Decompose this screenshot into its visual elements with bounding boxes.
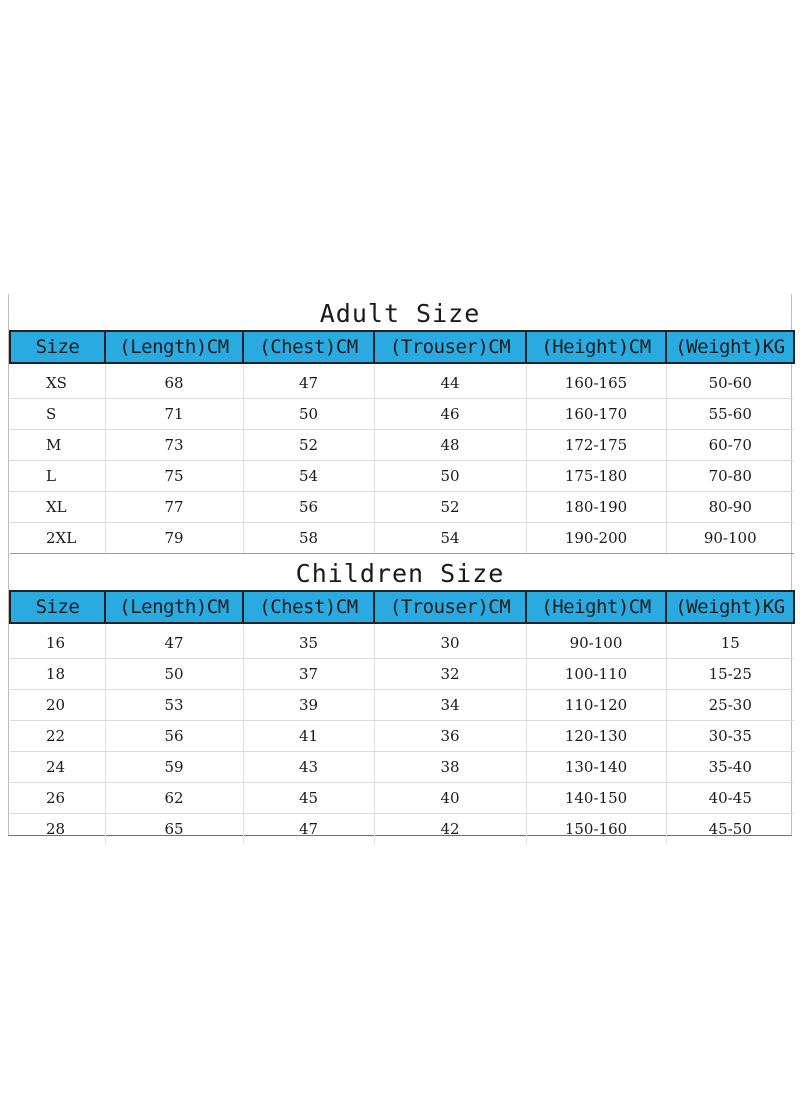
cell-weight: 90-100 [666,523,794,554]
children-rows [10,623,794,844]
cell-trouser: 42 [374,814,526,845]
cell-trouser: 54 [374,523,526,554]
cell-trouser: 44 [374,363,526,399]
column-header-size: Size [10,591,105,623]
children-size-table [9,590,795,844]
cell-height: 172-175 [526,430,666,461]
table-row [10,523,794,554]
cell-weight: 15 [666,623,794,659]
cell-chest: 37 [243,659,374,690]
column-header-length: (Length)CM [105,591,243,623]
cell-height: 160-170 [526,399,666,430]
cell-trouser: 34 [374,690,526,721]
cell-length: 75 [105,461,243,492]
cell-trouser: 48 [374,430,526,461]
cell-length: 62 [105,783,243,814]
cell-trouser: 36 [374,721,526,752]
table-row [10,783,794,814]
cell-weight: 15-25 [666,659,794,690]
column-header-length: (Length)CM [105,331,243,363]
cell-height: 100-110 [526,659,666,690]
cell-chest: 58 [243,523,374,554]
cell-trouser: 46 [374,399,526,430]
cell-chest: 54 [243,461,374,492]
cell-height: 110-120 [526,690,666,721]
column-header-height: (Height)CM [526,591,666,623]
cell-trouser: 32 [374,659,526,690]
cell-size: 18 [10,659,105,690]
cell-height: 140-150 [526,783,666,814]
cell-size: 16 [10,623,105,659]
cell-chest: 47 [243,363,374,399]
cell-weight: 45-50 [708,820,752,838]
column-header-height: (Height)CM [526,331,666,363]
cell-chest: 43 [243,752,374,783]
cell-length: 59 [105,752,243,783]
cell-chest: 47 [243,814,374,845]
cell-size: XL [10,492,105,523]
cell-size: 22 [10,721,105,752]
table-row [10,690,794,721]
table-row [10,752,794,783]
column-header-size: Size [10,331,105,363]
cell-size: XS [10,363,105,399]
cell-height: 130-140 [526,752,666,783]
column-header-trouser: (Trouser)CM [374,591,526,623]
cell-length: 79 [105,523,243,554]
children-header-row [10,591,794,623]
cell-length: 71 [105,399,243,430]
table-row [10,659,794,690]
cell-length: 56 [105,721,243,752]
cell-weight: 55-60 [666,399,794,430]
cell-trouser: 52 [374,492,526,523]
table-row [10,461,794,492]
cell-size: 2XL [10,523,105,554]
cell-weight: 50-60 [666,363,794,399]
cell-length: 50 [105,659,243,690]
table-row [10,399,794,430]
column-header-chest: (Chest)CM [243,331,374,363]
cell-chest: 39 [243,690,374,721]
table-row [10,623,794,659]
table-row [10,721,794,752]
cell-chest: 50 [243,399,374,430]
adult-header-row [10,331,794,363]
cell-chest: 35 [243,623,374,659]
table-row [10,492,794,523]
cell-trouser: 40 [374,783,526,814]
cell-length: 53 [105,690,243,721]
table-row [10,430,794,461]
cell-height: 190-200 [526,523,666,554]
cell-weight: 40-45 [666,783,794,814]
cell-size: 24 [10,752,105,783]
cell-height: 175-180 [526,461,666,492]
adult-size-title: Adult Size [319,299,481,328]
cell-weight: 30-35 [666,721,794,752]
cell-chest: 52 [243,430,374,461]
table-row [10,814,794,845]
cell-weight: 70-80 [666,461,794,492]
cell-size: S [10,399,105,430]
column-header-weight: (Weight)KG [666,591,794,623]
cell-length: 77 [105,492,243,523]
cell-size: 20 [10,690,105,721]
cell-size: 26 [10,783,105,814]
size-chart [8,294,792,836]
cell-chest: 56 [243,492,374,523]
cell-weight: 35-40 [666,752,794,783]
column-header-trouser: (Trouser)CM [374,331,526,363]
children-size-title: Children Size [295,559,505,588]
cell-chest: 41 [243,721,374,752]
cell-length: 68 [105,363,243,399]
cell-height: 180-190 [526,492,666,523]
column-header-weight: (Weight)KG [666,331,794,363]
cell-size: 28 [10,814,105,845]
cell-size: M [10,430,105,461]
cell-length: 47 [105,623,243,659]
cell-length: 65 [105,814,243,845]
cell-weight: 80-90 [666,492,794,523]
adult-size-table [9,330,795,554]
cell-height: 90-100 [526,623,666,659]
cell-size: L [10,461,105,492]
cell-trouser: 38 [374,752,526,783]
cell-trouser: 30 [374,623,526,659]
cell-weight: 60-70 [666,430,794,461]
cell-weight: 25-30 [666,690,794,721]
adult-rows [10,363,794,554]
column-header-chest: (Chest)CM [243,591,374,623]
table-row [10,363,794,399]
cell-height: 160-165 [526,363,666,399]
cell-height: 120-130 [526,721,666,752]
cell-height: 150-160 [526,814,666,845]
cell-chest: 45 [243,783,374,814]
cell-length: 73 [105,430,243,461]
cell-trouser: 50 [374,461,526,492]
